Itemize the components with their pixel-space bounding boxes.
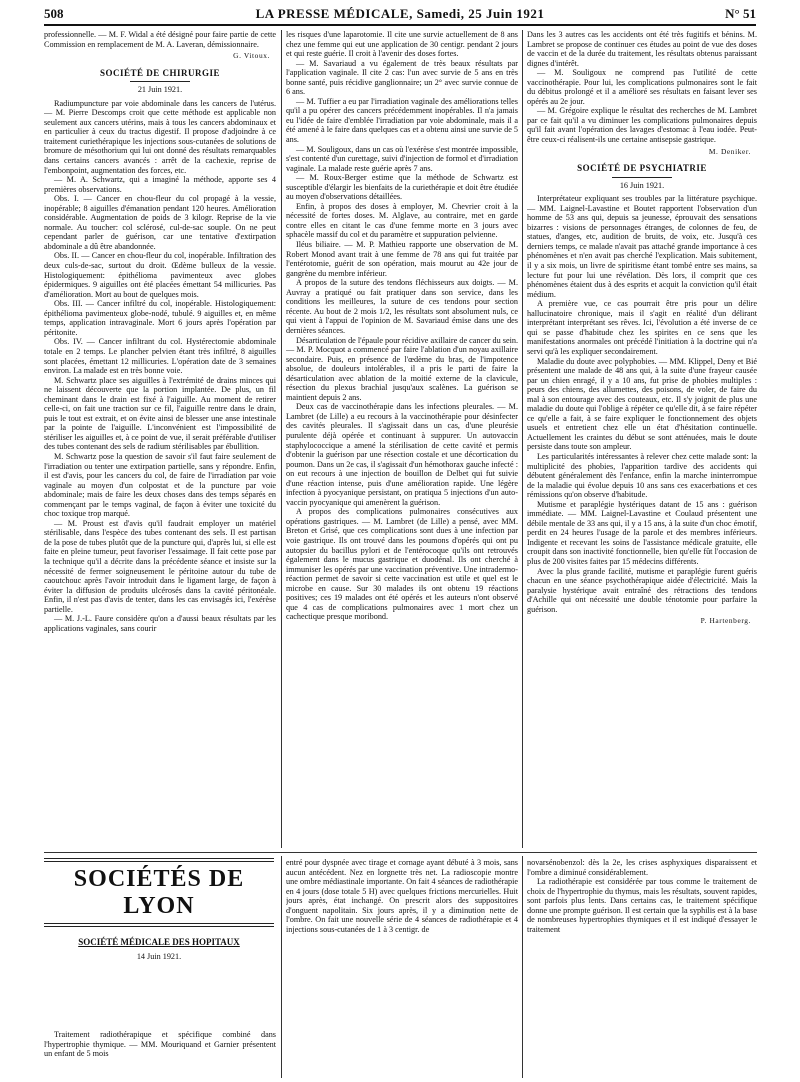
page-header xyxy=(44,6,756,26)
section-date: 21 Juin 1921. xyxy=(137,85,183,95)
lyon-title: SOCIÉTÉS DE LYON xyxy=(44,858,274,927)
paragraph: — M. A. Schwartz, qui a imaginé la méthode, apporte ses 4 premières observations. xyxy=(44,175,276,194)
paragraph: — M. Roux-Berger estime que la méthode de Schwartz est susceptible d'élargir les bienfaits de la curiethérapie et doit être étudiée au moyen d'observations détaillées. xyxy=(286,173,518,202)
paragraph: M. Schwartz place ses aiguilles à l'extrémité de drains minces qui ne laissent découverte que la portion implantée. De plus, un fil cheminant dans le drain est fixé à l'aiguille. Au moment de retirer celle-ci, on fait une traction sur ce fil, l'aiguille rentre dans le drain, puis le tout est extrait, et on évite ainsi de blesser une anse intestinale par la pointe de l'aiguille. L'inconvénient est l'impossibilité de stériliser les aiguilles et, à ce point de vue, il serait préférable d'utiliser des tubes contenant des sels de radium stérilisables par ébullition. xyxy=(44,375,276,452)
column-rule xyxy=(281,30,282,848)
paragraph: Les particularités intéressantes à relever chez cette malade sont: la multiplicité des phobies, l'apparition tardive des accidents qui débutent généralement dès l'enfance, enfin la marche ininterrompue de la maladie qui évolue depuis 10 ans sans ces exacerbations et ces rémissions qu'on observe d'habitude. xyxy=(527,451,757,500)
paragraph: Traitement radiothérapique et spécifique combiné dans l'hypertrophie thymique. — MM. Mouriquand et Garnier présentent un enfant de 5 mois xyxy=(44,1030,276,1059)
column-6 xyxy=(527,858,757,1078)
issue-number: N° 51 xyxy=(725,6,756,21)
paragraph: — M. Tuffier a eu par l'irradiation vaginale des améliorations telles qu'il a pu opérer des cancers précédemment inopérables. Il n'a jamais eu l'idée de faire d'emblée l'irradiation par voie abdominale, mais il a été amené à le faire dans quelques cas et a obtenu ainsi une survie de 5 ans. xyxy=(286,96,518,145)
paragraph: Mutisme et paraplégie hystériques datant de 15 ans : guérison immédiate. — MM. Laignel-Lavastine et Coulaud présentent une débile mentale de 33 ans qui, il y a 15 ans, à la suite d'un choc émotif, perdit en 24 heures l'usage de la parole et des membres inférieurs. Indigente et recevant les soins de l'assistance médicale gratuite, elle croupit dans son inactivité fonctionnelle, bien qu'elle fût l'occasion de plus de 200 visites faites par 15 médecins différents. xyxy=(527,499,757,566)
paragraph: — M. Savariaud a vu également de très beaux résultats par l'application vaginale. Il cite 2 cas: l'un avec survie de 5 ans en très bonne santé, puis récidive ganglionnaire; un 2° avec survie connue de 6 ans. xyxy=(286,58,518,97)
paragraph: — M. J.-L. Faure considère qu'on a d'aussi beaux résultats par les applications vaginales, sans courir xyxy=(44,614,276,633)
lyon-date: 14 Juin 1921. xyxy=(136,952,182,961)
paragraph: Avec la plus grande facilité, mutisme et paraplégie furent guéris chacun en une séance psychothérapique aidée d'électricité. Mais la paralysie hystérique avait entraîné des rétractions des tendons d'Achille qui ont nécessité une double ténotomie pour parfaire la guérison. xyxy=(527,566,757,614)
section-separator xyxy=(44,852,757,853)
lyon-column xyxy=(44,1030,276,1078)
paragraph: La radiothérapie est considérée par tous comme le traitement de choix de l'hypertrophie du thymus, mais les résultats, souvent rapides, sont parfois plus lents. Dans certains cas, le traitement spécifique donne une prompte guérison. Il est certain que la syphilis est à la base de nombreuses hypertrophies thymiques et il est indiqué d'essayer le traitement xyxy=(527,877,757,934)
paragraph: Radiumpuncture par voie abdominale dans les cancers de l'utérus. — M. Pierre Descomps croit que cette méthode est applicable non seulement aux cancers utérins, mais à tous les cancers abdominaux et en particulier à ceux du tractus digestif. Il propose d'adjoindre à ce traitement curiethérapique les injections sous-cutanées de solutions de bromure de mésothorium qui lui ont donné des résultats remarquables dans certains cancers avancés : arrêt de la cachexie, reprise de l'embonpoint, augmentation des forces, etc. xyxy=(44,98,276,175)
column-2 xyxy=(286,30,518,848)
column-1 xyxy=(44,30,276,848)
paragraph: Maladie du doute avec polyphobies. — MM. Klippel, Deny et Bié présentent une malade de 48 ans qui, à la suite d'une frayeur causée par un chien enragé, il y a 10 ans, fut prise de phobies multiples : peurs des chiens, des allumettes, des poisons, de voler, de faire du mal à son entourage avec des couteaux, etc. Il s'y joignit de plus une maladie du doute qui l'oblige à répéter ce qu'elle dit, à se faire répéter ce qu'elle a fait, à se faire expliquer le fonctionnement des objets usuels et entretient chez elle un état d'hésitation continuelle. Actuellement les craintes du début se sont atténuées, mais le doute persiste dans toute son ampleur. xyxy=(527,356,757,452)
paragraph: — M. Souligoux ne comprend pas l'utilité de cette vaccinothérapie. Pour lui, les complications pulmonaires sont le fait du débitus prolongé et il a amélioré ses résultats en faisant lever ses opérés au 2e jour. xyxy=(527,68,757,106)
journal-title: LA PRESSE MÉDICALE, Samedi, 25 Juin 1921 xyxy=(255,6,545,21)
paragraph: professionnelle. — M. F. Widal a été désigné pour faire partie de cette Commission en remplacement de M. A. Laveran, démissionnaire. xyxy=(44,30,276,49)
column-5 xyxy=(286,858,518,1078)
page-number: 508 xyxy=(44,6,64,21)
signature: P. Hartenberg. xyxy=(700,616,751,626)
column-rule xyxy=(522,856,523,1078)
signature: G. Vitoux. xyxy=(233,51,270,61)
paragraph: Enfin, à propos des doses à employer, M. Chevrier croit à la nécessité de fortes doses. M. Alglave, au contraire, met en garde contre elles en citant le cas d'une femme morte en 3 jours avec sphacèle massif du col et du paramètre et suppuration pelvienne. xyxy=(286,201,518,240)
paragraph: Obs. II. — Cancer en chou-fleur du col, inopérable. Infiltration des deux culs-de-sac, surtout du droit. Œdème bulleux de la vessie. Histologiquement: épithélioma pavimenteux avec globes épidermiques. 9 aiguilles ont été placées émettant 54 millicuries. Pas d'amélioration. Mort au bout de quelques mois. xyxy=(44,251,276,299)
paragraph: — M. Proust est d'avis qu'il faudrait employer un matériel stérilisable, dans l'espèce des tubes contenant des sels. Il est partisan de la pose de tubes plutôt que de la puncture qui, d'après lui, si elle est faite en pleine tumeur, peut favoriser l'essaimage. Il fait cette pose par la technique qu'il a décrite dans la précédente séance et insiste sur la nécessité de fermer soigneusement le péritoine autour du tube de caoutchouc après l'avoir introduit dans le ligament large, de façon à éviter la diffusion de produits ulcérosés dans la cavité péritonéale. Enfin, il n'est pas d'avis de tenter, dans les cas envisagés ici, l'exérèse partielle. xyxy=(44,518,276,614)
section-date: 16 Juin 1921. xyxy=(619,180,665,190)
paragraph: entré pour dyspnée avec tirage et cornage ayant débuté à 3 mois, sans aucun antécédent. Nez en lorgnette très net. La radioscopie montre une ombre médiastinale importante. On fait 4 séances de radiothérapie en 4 jours (dose totale 5 H) avec quelques frictions mercurielles. Huit jours après, état inchangé. On prescrit alors des suppositoires d'onguent napolitain. Six jours après, il y a diminution nette de l'ombre. On fait une nouvelle série de 4 séances de radiothérapie et 4 injections sous-cutanées de 1 à 3 centigr. de xyxy=(286,858,518,934)
paragraph: A propos des complications pulmonaires consécutives aux opérations gastriques. — M. Lambret (de Lille) a pensé, avec MM. Breton et Grisé, que ces complications sont dues à une infection par voie gastrique. Ils ont trouvé dans les poumons d'opérés qui ont pu autopsier du bacillus pylori et de l'entérocoque qu'ils ont retrouvés également dans le mucus gastrique et duodénal. Ils ont cherché à immuniser les opérés par une vaccination préventive. Une intradermo-réaction permet de savoir si cette vaccination est utile et quel est le microbe en cause. Sur 30 malades ils ont obtenu 19 réactions positives; ces 19 malades ont été opérés et les auteurs n'ont observé que 4 cas de complications pulmonaires avec 1 mort chez un cachectique presque moribond. xyxy=(286,507,518,622)
signature: M. Deniker. xyxy=(708,146,751,156)
column-rule xyxy=(281,856,282,1078)
section-heading: SOCIÉTÉ DE PSYCHIATRIE xyxy=(577,163,707,174)
paragraph: Obs. IV. — Cancer infiltrant du col. Hystérectomie abdominale totale en 2 temps. Le plancher pelvien étant très infiltré, 8 aiguilles sont placées, émettant 12 millicuries. L'opération date de 3 semaines environ. La malade est en très bonne voie. xyxy=(44,337,276,376)
column-rule xyxy=(522,30,523,848)
paragraph: Iléus biliaire. — M. P. Mathieu rapporte une observation de M. Robert Monod avant trait à une femme de 78 ans qui fut traitée par l'entérotomie, guérit de son opération, mais mourut au 42e jour de gangrène du membre inférieur. xyxy=(286,240,518,278)
paragraph: — M. Grégoire explique le résultat des recherches de M. Lambret par ce fait qu'il a vu diminuer les complications pulmonaires depuis qu'il fait avant l'opération des lavages d'estomac à l'eau iodée. Peut-être ceux-ci réalisent-ils une certaine antisepsie gastrique. xyxy=(527,106,757,145)
paragraph: Dans les 3 autres cas les accidents ont été très fugitifs et bénins. M. Lambret se propose de continuer ces études au point de vue des doses de vaccin et de la durée du traitement, les résultats obtenus paraissant dignes d'intérêt. xyxy=(527,30,757,68)
paragraph: A propos de la suture des tendons fléchisseurs aux doigts. — M. Auvray a pratiqué ou fait pratiquer dans son service, dans les conditions les meilleures, la suture de ces tendons pour section récente. Au bout de 2 mois 1/2, les résultats sont absolument nuls, ce qui vient à l'appui de l'opinion de M. Savariaud émise dans une des dernières séances. xyxy=(286,278,518,335)
paragraph: A première vue, ce cas pourrait être pris pour un délire hallucinatoire chronique, mais il s'agit en réalité d'un délirant interprétant interprétant ses rêves. Ici, l'évolution a été inverse de ce qui se passe d'habitude chez les spirites en ce sens que les manifestations anormales ont précédé l'initiation à la doctrine qui n'a servi qu'à les expliquer secondairement. xyxy=(527,299,757,356)
column-3 xyxy=(527,30,757,848)
lyon-subtitle: SOCIÉTÉ MÉDICALE DES HOPITAUX xyxy=(78,937,240,947)
paragraph: Obs. III. — Cancer infiltré du col, inopérable. Histologiquement: épithélioma pavimenteux globe-nodé, tubulé. 9 aiguilles et, en même temps, application intravaginale. Mort 6 jours après l'opération par péritonite. xyxy=(44,299,276,337)
lyon-section-header xyxy=(44,858,274,961)
section-heading: SOCIÉTÉ DE CHIRURGIE xyxy=(99,67,221,78)
paragraph: Deux cas de vaccinothérapie dans les infections pleurales. — M. Lambret (de Lille) a eu recours à la vaccinothérapie pour désinfecter des cavités pleurales. Il s'agissait dans un cas, d'une pleurésie purulente déjà opérée et continuant à suppurer. Un autovaccin staphylococcique a amené la stérilisation de cette cavité et permis d'obtenir la guérison par une résection costale et une décortication du poumon. Dans un 2e cas, il s'agissait d'un hémothorax gauche infecté : on eut recours à une injection de bouillon de Delbet qui fut suivie d'une réaction intense, puis d'une amélioration rapide. Une légère infection à pyocyanique persistant, on pratiqua 5 injections d'un auto-vaccin pyocyanique qui amenèrent la guérison. xyxy=(286,402,518,507)
divider xyxy=(130,81,190,82)
paragraph: Désarticulation de l'épaule pour récidive axillaire de cancer du sein. — M. P. Mocquot a commencé par faire l'ablation d'un noyau axillaire secondaire. Puis, en présence de l'œdème du bras, de l'impotence absolue, de douleurs intolérables, il a pris le parti de faire la désarticulation avec ablation de la moitié externe de la clavicule, résection du plexus brachial jusqu'aux scalènes. La guérison se maintient depuis 2 ans. xyxy=(286,335,518,402)
paragraph: Interprétateur expliquant ses troubles par la littérature psychique. — MM. Laignel-Lavastine et Boutet rapportent l'observation d'un homme de 53 ans qui, depuis sa jeunesse, éprouvait des sensations bizarres : visions de personnages étranges, de colonnes de feu, de statues, d'anges, etc, audition de bruits, de voix, etc. Jusqu'à ces derniers temps, ce malade n'avait pas attaché grande importance à ces phénomènes et n'en avait pas cherché l'explication. Mais subitement, il y a six mois, un livre de spiritisme étant tombé entre ses mains, sa lecture fut pour lui une révélation. Dès lors, il comprit que ces phénomènes étaient dus à des esprits et acquit la conviction qu'il était médium. xyxy=(527,194,757,299)
paragraph: Obs. I. — Cancer en chou-fleur du col propagé à la vessie, inopérable; 8 aiguilles d'émanation pendant 120 heures. Amélioration considérable. Augmentation de poids de 3 kilogr. Reprise de la vie normale. Au toucher: col sclérosé, cul-de-sac souple. On ne peut cependant parler de guérison, car une tentative d'extirpation abdominale a dû être abandonnée. xyxy=(44,194,276,251)
paragraph: M. Schwartz pose la question de savoir s'il faut faire seulement de l'irradiation ou tenter une extirpation partielle, sans y répondre. Enfin, il est d'avis, pour les cancers du col, de faire de l'irradiation par voie vaginale au moyen d'un colpostat et de la puncture par voie abdominale; mais de faire les deux choses dans des temps séparés en commençant par le temps vaginal, de façon à éviter une toxicité du choc toxique trop marqué. xyxy=(44,451,276,519)
divider xyxy=(612,177,672,178)
paragraph: novarsénobenzol: dès la 2e, les crises asphyxiques disparaissent et l'ombre a diminué considérablement. xyxy=(527,858,757,877)
paragraph: les risques d'une laparotomie. Il cite une survie actuellement de 8 ans chez une femme qui eut une application de 30 centigr. pendant 2 jours et qui reste guérie. Il croit à l'avenir des doses fortes. xyxy=(286,30,518,59)
paragraph: — M. Souligoux, dans un cas où l'exérèse s'est montrée impossible, s'est contenté d'un curettage, suivi d'injection de formol et d'irradiation vaginale. La malade reste guérie après 7 ans. xyxy=(286,144,518,173)
